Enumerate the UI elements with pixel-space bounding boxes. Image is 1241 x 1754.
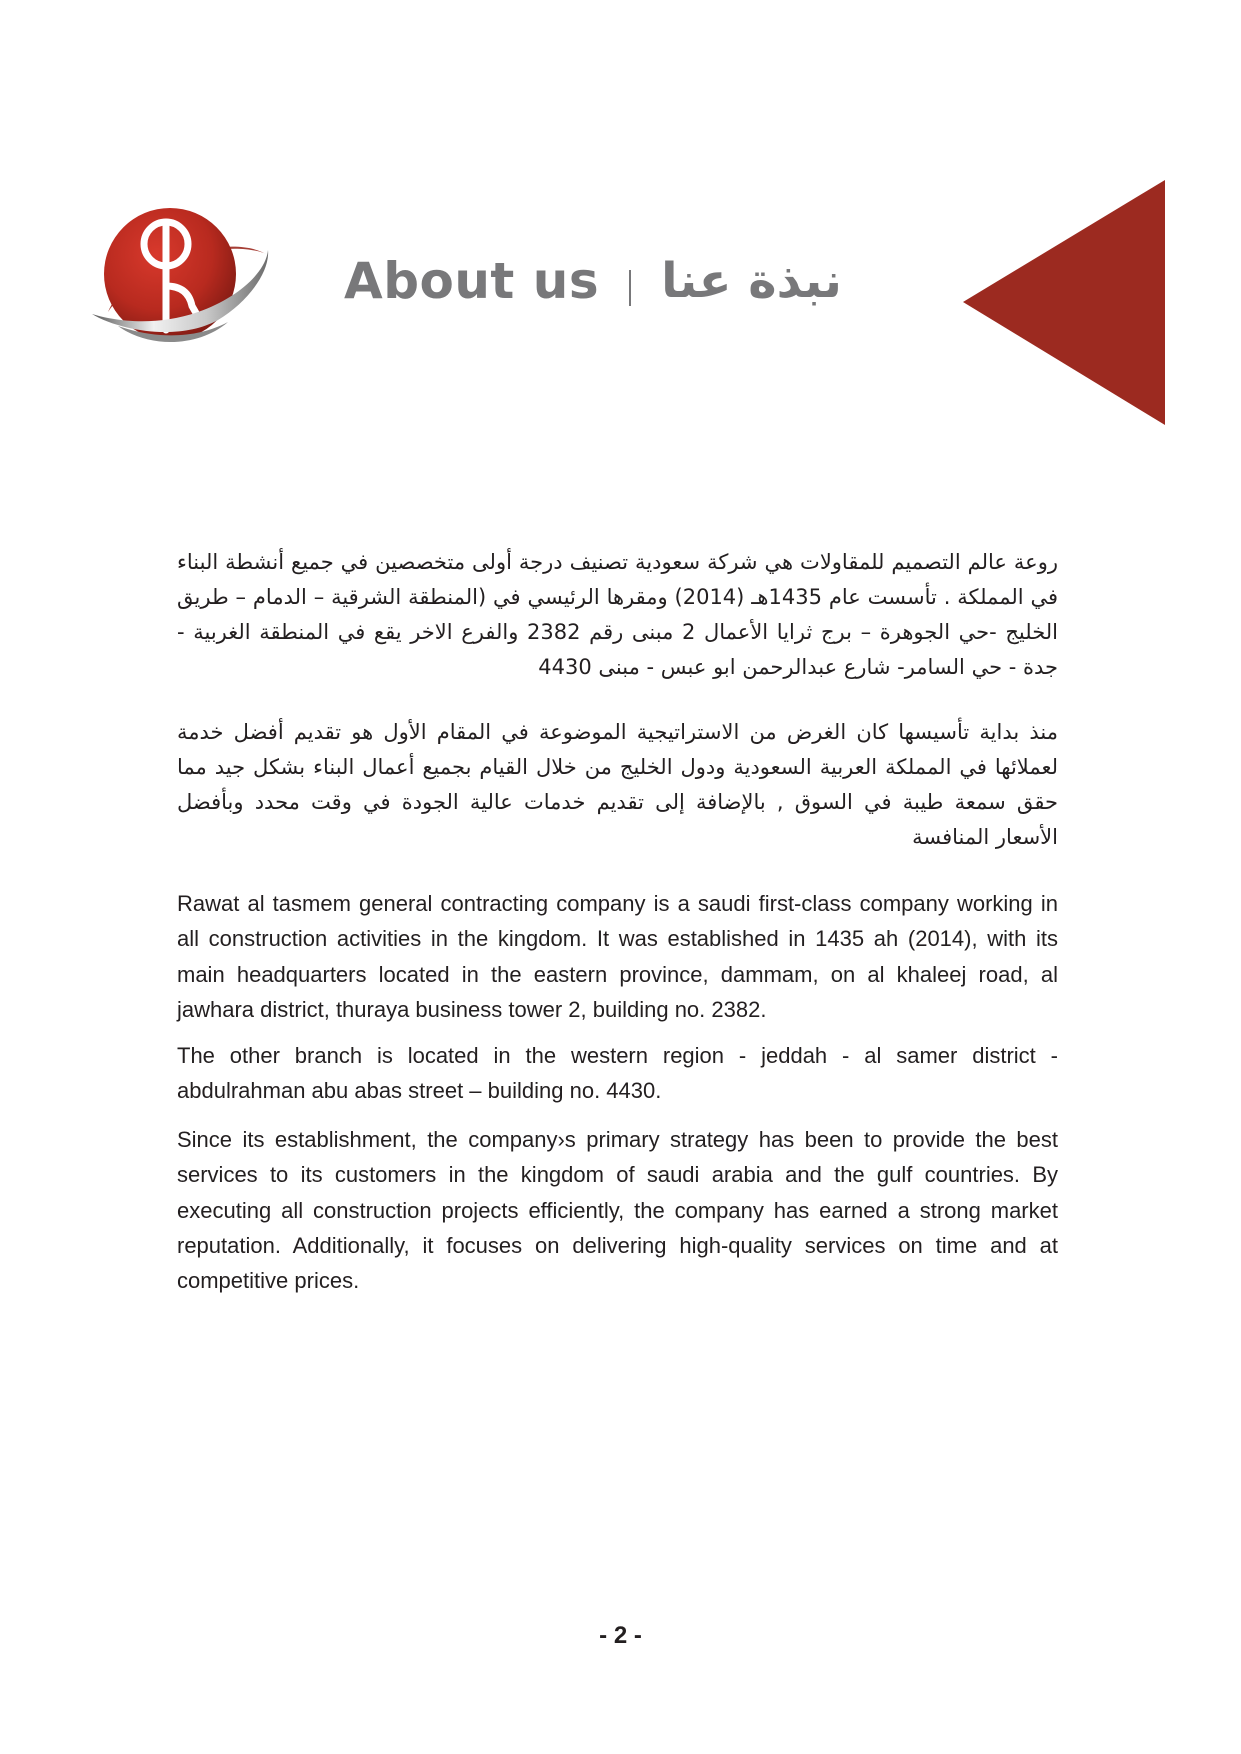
english-paragraph-1: Rawat al tasmem general contracting company is a saudi first-class company working in all construction activities in the kingdom. It was established in 1435 ah (2014), with its main headquarters located in the eastern province, dammam, on al khaleej road, al jawhara district, thuraya business tower 2, building no. 2382. <box>177 891 1058 1022</box>
heading-english: About us <box>344 252 600 310</box>
decorative-triangle <box>963 180 1165 425</box>
page-heading <box>344 246 842 316</box>
english-paragraph-3: Since its establishment, the company›s primary strategy has been to provide the best services to its customers in the kingdom of saudi arabia and the gulf countries. By executing all construction projects efficiently, the company has earned a strong market reputation. Additionally, it focuses on delivering high-quality services on time and at competitive prices. <box>177 1127 1058 1294</box>
english-paragraph-2: The other branch is located in the western region - jeddah - al samer district - abdulrahman abu abas street – building no. 4430. <box>177 1043 1058 1104</box>
company-logo-icon <box>88 202 270 350</box>
arabic-paragraph-1: روعة عالم التصميم للمقاولات هي شركة سعودية تصنيف درجة أولى متخصصين في جميع أنشطة البناء في المملكة . تأسست عام 1435هـ (2014) ومقرها الرئيسي في (المنطقة الشرقية – الدمام – طريق الخليج -حي الجوهرة – برج ثرايا الأعمال 2 مبنى رقم 2382 والفرع الاخر يقع في المنطقة الغربية - جدة - حي السامر- شارع عبدالرحمن ابو عبس - مبنى 4430 <box>177 550 1059 679</box>
page-number: - 2 - <box>599 1622 642 1649</box>
arabic-paragraph-2: منذ بداية تأسيسها كان الغرض من الاستراتيجية الموضوعة في المقام الأول هو تقديم أفضل خدمة لعملائها في المملكة العربية السعودية ودول الخليج من خلال القيام بجميع أعمال البناء بشكل جيد مما حقق سمعة طيبة في السوق , بالإضافة إلى تقديم خدمات عالية الجودة في وقت محدد وبأفضل الأسعار المنافسة <box>177 720 1058 849</box>
heading-arabic: نبذة عنا <box>661 253 842 309</box>
heading-separator <box>629 270 631 306</box>
